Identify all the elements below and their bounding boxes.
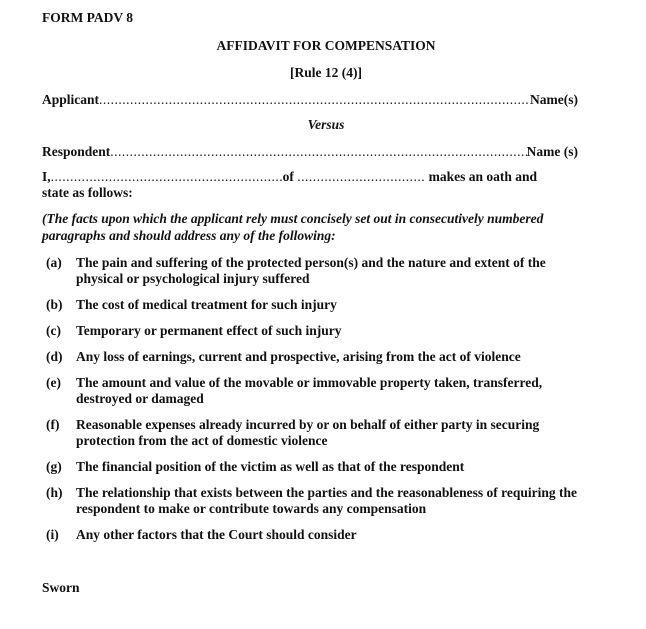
- sworn-label: Sworn: [42, 580, 80, 595]
- item-text: The amount and value of the movable or immovable property taken, transferred, destroyed or damaged: [76, 375, 543, 406]
- list-item: [46, 527, 591, 543]
- instruction-text: (The facts upon which the applicant rely must concisely set out in consecutively numbered paragraphs and should address any of the following:: [42, 211, 544, 243]
- item-marker: (g): [46, 459, 62, 474]
- list-item: [46, 323, 591, 339]
- list-item: [46, 297, 591, 313]
- list-item: [46, 375, 591, 407]
- item-text: Temporary or permanent effect of such injury: [76, 323, 342, 338]
- item-text: The financial position of the victim as well as that of the respondent: [76, 459, 465, 474]
- list-item: [46, 459, 591, 475]
- respondent-line: [42, 144, 578, 160]
- applicant-label: Applicant: [42, 92, 100, 107]
- oath-of: of: [282, 169, 294, 184]
- item-marker: (e): [46, 375, 61, 390]
- item-marker: (i): [46, 527, 59, 542]
- applicant-line: [42, 92, 578, 108]
- oath-end: makes an oath and: [428, 169, 538, 184]
- item-marker: (a): [46, 255, 62, 270]
- respondent-blank: [110, 144, 526, 160]
- list-item: [46, 485, 591, 517]
- item-text: The pain and suffering of the protected person(s) and the nature and extent of the physical or psychological injury suffered: [76, 255, 546, 286]
- applicant-names-label: Name(s): [530, 92, 578, 107]
- oath-line: [42, 169, 578, 185]
- item-text: The relationship that exists between the parties and the reasonableness of requiring the respondent to make or contribute towards any compensation: [76, 485, 578, 516]
- list-item: [46, 349, 591, 365]
- item-text: Any other factors that the Court should consider: [76, 527, 357, 542]
- item-marker: (f): [46, 417, 60, 432]
- item-marker: (d): [46, 349, 63, 364]
- form-number: FORM PADV 8: [42, 10, 133, 25]
- item-text: The cost of medical treatment for such injury: [76, 297, 337, 312]
- item-text: Any loss of earnings, current and prospective, arising from the act of violence: [76, 349, 521, 364]
- form-title: AFFIDAVIT FOR COMPENSATION: [216, 38, 436, 53]
- facts-list: [46, 255, 591, 553]
- item-marker: (c): [46, 323, 61, 338]
- rule-reference: [Rule 12 (4)]: [290, 65, 362, 80]
- respondent-label: Respondent: [42, 144, 111, 159]
- item-marker: (h): [46, 485, 63, 500]
- list-item: [46, 255, 591, 287]
- item-marker: (b): [46, 297, 63, 312]
- item-text: Reasonable expenses already incurred by or on behalf of either party in securing protection from the act of domestic violence: [76, 417, 540, 448]
- respondent-names-label: Name (s): [526, 144, 578, 159]
- deponent-address-blank: [297, 169, 425, 185]
- oath-start: I,: [42, 169, 51, 184]
- list-item: [46, 417, 591, 449]
- versus-label: Versus: [307, 117, 345, 132]
- applicant-blank: [99, 92, 530, 108]
- oath-continuation: state as follows:: [42, 185, 133, 200]
- deponent-name-blank: [51, 169, 283, 185]
